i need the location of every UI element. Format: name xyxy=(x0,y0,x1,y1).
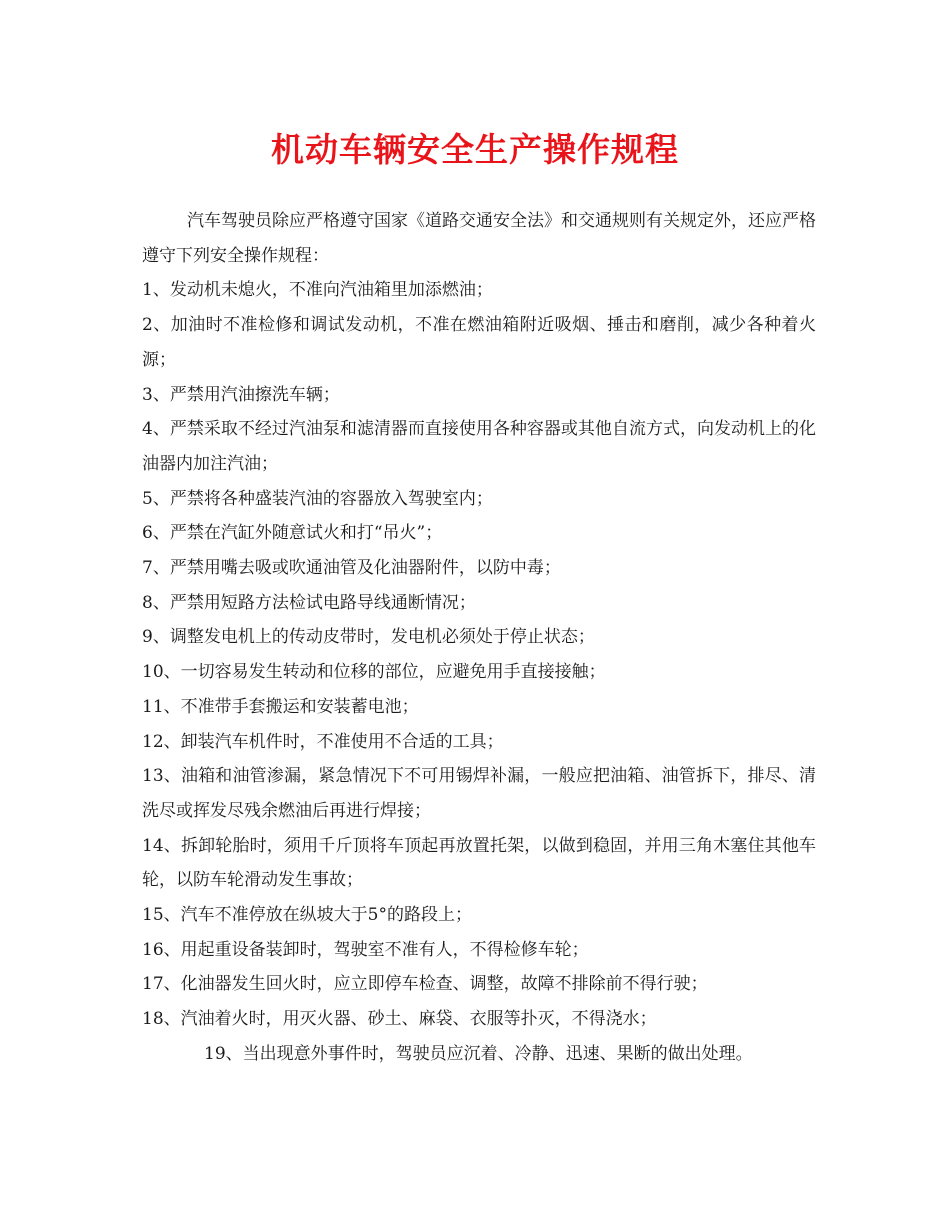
rule-item: 1、发动机未熄火，不准向汽油箱里加添燃油； xyxy=(142,280,493,301)
rule-item: 16、用起重设备装卸时，驾驶室不准有人，不得检修车轮； xyxy=(142,939,589,960)
rule-item: 7、严禁用嘴去吸或吹通油管及化油器附件，以防中毒； xyxy=(142,558,561,579)
rule-item: 18、汽油着火时，用灭火器、砂土、麻袋、衣服等扑灭，不得浇水； xyxy=(142,1009,657,1030)
rule-item: 13、油箱和油管渗漏，紧急情况下不可用锡焊补漏，一般应把油箱、油管拆下，排尽、清洗尽或挥发尽残余燃油后再进行焊接； xyxy=(142,766,816,821)
document-title: 机动车辆安全生产操作规程 xyxy=(271,130,679,169)
rule-item: 19、当出现意外事件时，驾驶员应沉着、冷静、迅速、果断的做出处理。 xyxy=(204,1043,753,1064)
rule-item: 2、加油时不准检修和调试发动机，不准在燃油箱附近吸烟、捶击和磨削，减少各种着火源； xyxy=(142,315,816,370)
rule-item: 8、严禁用短路方法检试电路导线通断情况； xyxy=(142,592,476,613)
rule-item: 17、化油器发生回火时，应立即停车检查、调整，故障不排除前不得行驶； xyxy=(142,974,708,995)
intro-paragraph: 汽车驾驶员除应严格遵守国家《道路交通安全法》和交通规则有关规定外，还应严格遵守下列安全操作规程： xyxy=(142,211,816,266)
rule-item: 14、拆卸轮胎时，须用千斤顶将车顶起再放置托架，以做到稳固，并用三角木塞住其他车轮，以防车轮滑动发生事故； xyxy=(142,835,816,891)
rule-item: 11、不准带手套搬运和安装蓄电池； xyxy=(142,696,419,717)
rule-item: 5、严禁将各种盛装汽油的容器放入驾驶室内； xyxy=(142,488,493,509)
rule-item: 9、调整发电机上的传动皮带时，发电机必须处于停止状态； xyxy=(142,627,595,648)
rule-item: 15、汽车不准停放在纵坡大于5°的路段上； xyxy=(142,905,472,926)
rule-item: 6、严禁在汽缸外随意试火和打“吊火”； xyxy=(142,523,443,544)
rule-item: 4、严禁采取不经过汽油泵和滤清器而直接使用各种容器或其他自流方式，向发动机上的化油器内加注汽油； xyxy=(142,419,816,474)
rule-item: 3、严禁用汽油擦洗车辆； xyxy=(142,384,340,405)
document-body xyxy=(142,204,816,1072)
rule-item: 12、卸装汽车机件时，不准使用不合适的工具； xyxy=(142,731,504,752)
rule-item: 10、一切容易发生转动和位移的部位，应避免用手直接接触； xyxy=(142,662,606,683)
